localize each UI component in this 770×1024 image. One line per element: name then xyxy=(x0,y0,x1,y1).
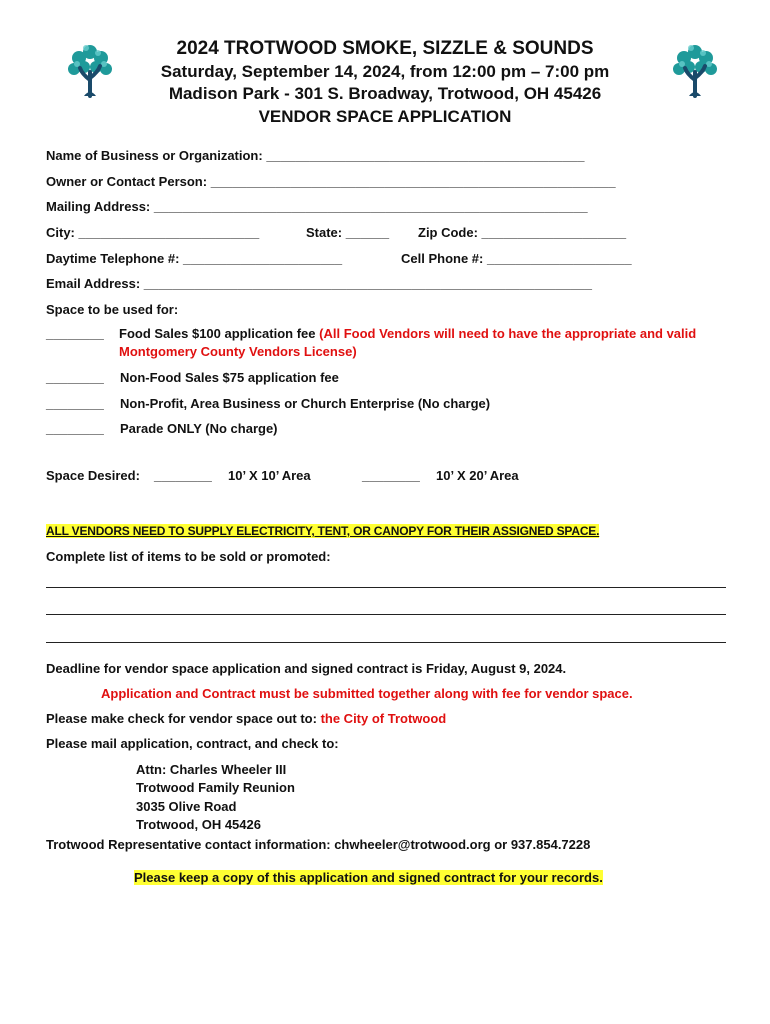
nonfood-sales-blank[interactable]: ________ xyxy=(46,370,104,385)
space-use-label: Space to be used for: xyxy=(46,302,179,317)
space-desired-label: Space Desired: xyxy=(46,468,140,483)
email-field[interactable]: Email Address: ______________________________________________________________ xyxy=(46,276,593,291)
check-payable-value: the City of Trotwood xyxy=(320,711,447,726)
address-org: Trotwood Family Reunion xyxy=(136,780,295,795)
food-sales-option xyxy=(119,326,696,341)
owner-contact-field[interactable]: Owner or Contact Person: ________________________________________________________ xyxy=(46,174,616,189)
parade-blank[interactable]: ________ xyxy=(46,421,104,436)
event-location: Madison Park - 301 S. Broadway, Trotwood, OH 45426 xyxy=(168,84,602,103)
space-10x10-blank[interactable]: ________ xyxy=(154,468,212,483)
space-10x10-label: 10’ X 10’ Area xyxy=(228,468,311,483)
nonfood-sales-label: Non-Food Sales $75 application fee xyxy=(120,370,339,385)
cell-phone-field[interactable]: Cell Phone #: ____________________ xyxy=(401,251,632,266)
electricity-notice: ALL VENDORS NEED TO SUPPLY ELECTRICITY, TENT, OR CANOPY FOR THEIR ASSIGNED SPACE. xyxy=(46,524,600,538)
keep-copy-notice: Please keep a copy of this application and signed contract for your records. xyxy=(134,870,603,885)
nonprofit-blank[interactable]: ________ xyxy=(46,396,104,411)
food-sales-label: Food Sales $100 application fee xyxy=(119,326,316,341)
check-payable-label: Please make check for vendor space out to: xyxy=(46,711,317,726)
nonprofit-label: Non-Profit, Area Business or Church Enterprise (No charge) xyxy=(120,396,491,411)
mail-instructions-label: Please mail application, contract, and check to: xyxy=(46,736,339,751)
business-name-field[interactable]: Name of Business or Organization: ____________________________________________ xyxy=(46,148,585,163)
address-attn: Attn: Charles Wheeler III xyxy=(136,762,287,777)
mailing-address-field[interactable]: Mailing Address: ____________________________________________________________ xyxy=(46,199,588,214)
address-street: 3035 Olive Road xyxy=(136,799,237,814)
city-field[interactable]: City: _________________________ xyxy=(46,225,260,240)
zip-code-field[interactable]: Zip Code: ____________________ xyxy=(418,225,627,240)
items-line-2[interactable] xyxy=(46,614,726,615)
items-list-label: Complete list of items to be sold or promoted: xyxy=(46,549,331,564)
items-line-1[interactable] xyxy=(46,587,726,588)
daytime-phone-field[interactable]: Daytime Telephone #: ______________________ xyxy=(46,251,343,266)
submit-together-note: Application and Contract must be submitted together along with fee for vendor space. xyxy=(101,686,633,701)
check-payable-line xyxy=(46,711,446,726)
food-sales-blank[interactable]: ________ xyxy=(46,326,104,341)
food-vendor-note-continued: Montgomery County Vendors License) xyxy=(119,344,357,359)
food-vendor-note: (All Food Vendors will need to have the appropriate and valid xyxy=(319,326,697,341)
parade-label: Parade ONLY (No charge) xyxy=(120,421,278,436)
state-field[interactable]: State: ______ xyxy=(306,225,390,240)
deadline-text: Deadline for vendor space application and signed contract is Friday, August 9, 2024. xyxy=(46,661,567,676)
page-title: 2024 TROTWOOD SMOKE, SIZZLE & SOUNDS xyxy=(176,38,594,59)
form-subtitle: VENDOR SPACE APPLICATION xyxy=(258,107,512,126)
address-city: Trotwood, OH 45426 xyxy=(136,817,261,832)
event-date: Saturday, September 14, 2024, from 12:00 pm – 7:00 pm xyxy=(160,62,610,81)
space-10x20-label: 10’ X 20’ Area xyxy=(436,468,519,483)
representative-contact: Trotwood Representative contact information: chwheeler@trotwood.org or 937.854.7228 xyxy=(46,837,591,852)
items-line-3[interactable] xyxy=(46,642,726,643)
space-10x20-blank[interactable]: ________ xyxy=(362,468,420,483)
